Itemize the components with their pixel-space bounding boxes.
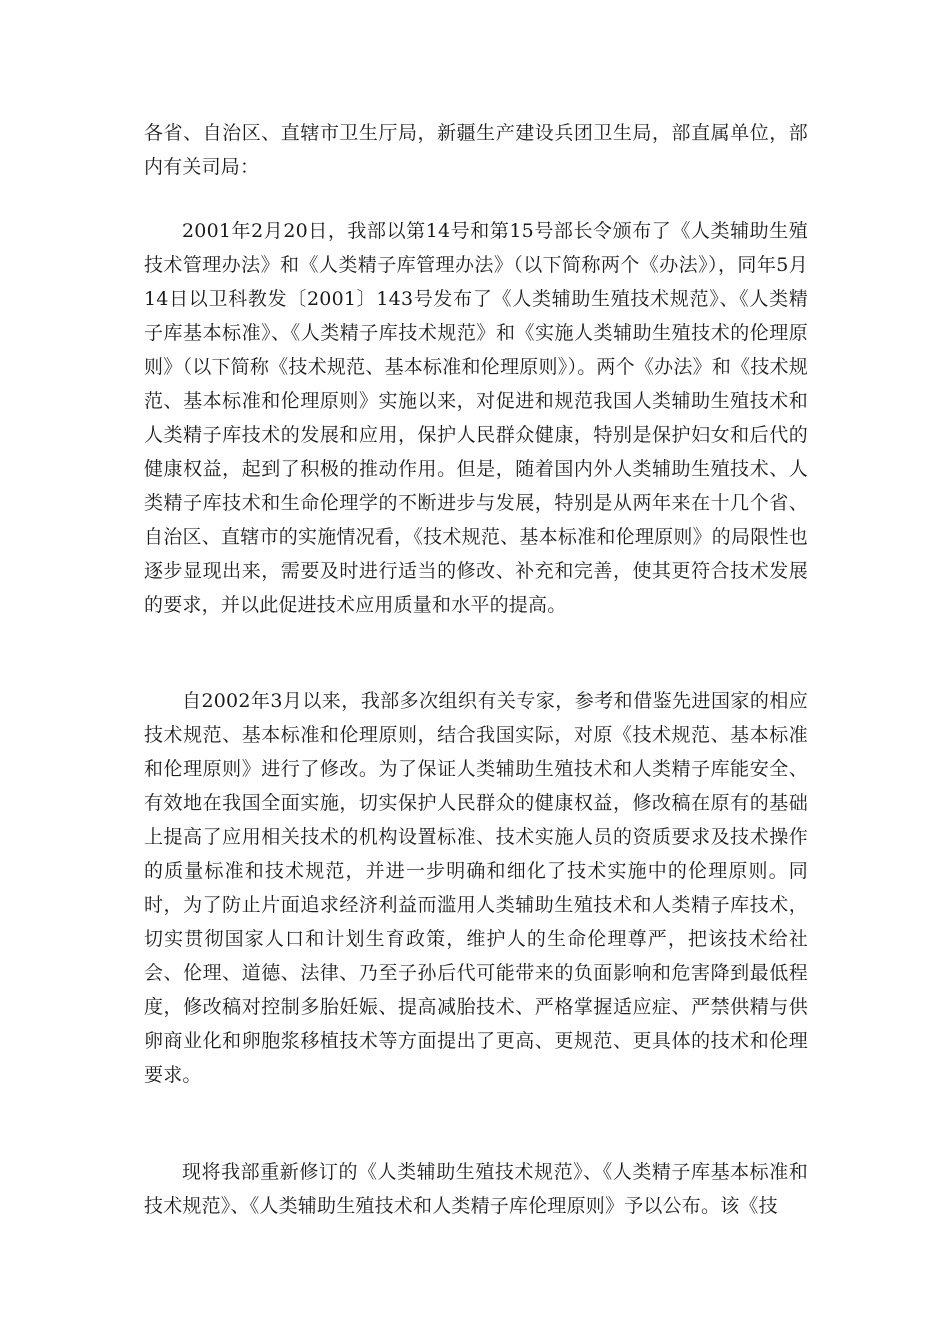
body-paragraph-1: 2001年2月20日，我部以第14号和第15号部长令颁布了《人类辅助生殖技术管理办法》和《人类精子库管理办法》（以下简称两个《办法》），同年5月14日以卫科教发〔2001〕143号发布了《人类辅助生殖技术规范》、《人类精子库基本标准》、《人类精子库技术规范》和《实施人类辅助生殖技术的伦理原则》（以下简称《技术规范、基本标准和伦理原则》）。两个《办法》和《技术规范、基本标准和伦理原则》实施以来，对促进和规范我国人类辅助生殖技术和人类精子库技术的发展和应用，保护人民群众健康，特别是保护妇女和后代的健康权益，起到了积极的推动作用。但是，随着国内外人类辅助生殖技术、人类精子库技术和生命伦理学的不断进步与发展，特别是从两年来在十几个省、自治区、直辖市的实施情况看，《技术规范、基本标准和伦理原则》的局限性也逐步显现出来，需要及时进行适当的修改、补充和完善，使其更符合技术发展的要求，并以此促进技术应用质量和水平的提高。	[144, 220, 808, 616]
body-paragraph-3: 现将我部重新修订的《人类辅助生殖技术规范》、《人类精子库基本标准和技术规范》、《人类辅助生殖技术和人类精子库伦理原则》予以公布。该《技	[144, 1161, 808, 1217]
body-paragraph-2: 自2002年3月以来，我部多次组织有关专家，参考和借鉴先进国家的相应技术规范、基本标准和伦理原则，结合我国实际，对原《技术规范、基本标准和伦理原则》进行了修改。为了保证人类辅助生殖技术和人类精子库能安全、有效地在我国全面实施，切实保护人民群众的健康权益，修改稿在原有的基础上提高了应用相关技术的机构设置标准、技术实施人员的资质要求及技术操作的质量标准和技术规范，并进一步明确和细化了技术实施中的伦理原则。同时，为了防止片面追求经济利益而滥用人类辅助生殖技术和人类精子库技术，切实贯彻国家人口和计划生育政策，维护人的生命伦理尊严，把该技术给社会、伦理、道德、法律、乃至子孙后代可能带来的负面影响和危害降到最低程度，修改稿对控制多胎妊娠、提高减胎技术、严格掌握适应症、严禁供精与供卵商业化和卵胞浆移植技术等方面提出了更高、更规范、更具体的技术和伦理要求。	[144, 690, 808, 1086]
salutation-paragraph: 各省、自治区、直辖市卫生厅局，新疆生产建设兵团卫生局，部直属单位，部内有关司局：	[144, 122, 808, 178]
